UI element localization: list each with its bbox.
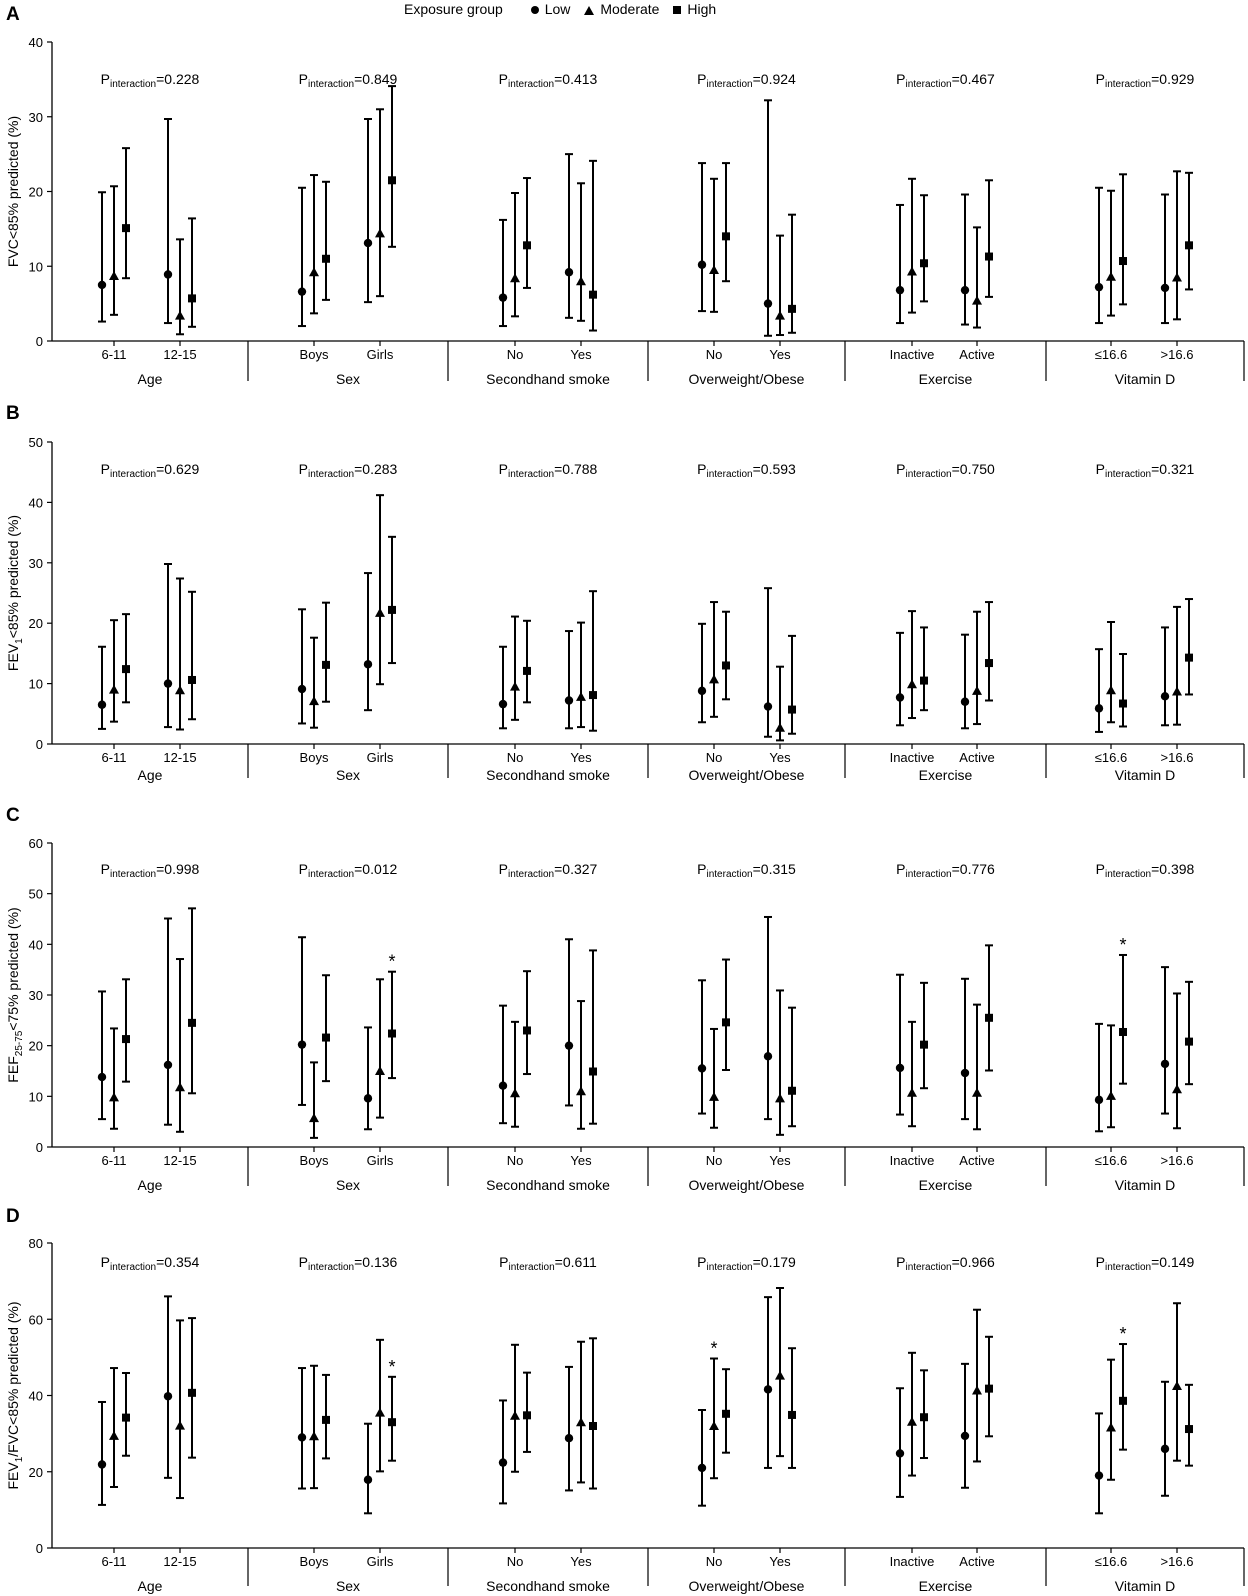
point-moderate xyxy=(510,273,520,282)
p-interaction-label: $P_{interaction}=0.283$ xyxy=(298,461,398,480)
point-high xyxy=(788,1411,796,1419)
point-low xyxy=(565,1041,573,1049)
p-interaction-label: $P_{interaction}=0.321$ xyxy=(1095,461,1195,480)
point-moderate xyxy=(709,265,719,274)
point-moderate xyxy=(1106,1423,1116,1432)
point-low xyxy=(1095,283,1103,291)
point-low xyxy=(298,685,306,693)
y-axis-label: FVC<85% predicted (%) xyxy=(5,115,21,268)
point-moderate xyxy=(972,1088,982,1097)
p-interaction-label: $P_{interaction}=0.750$ xyxy=(896,461,995,480)
category-label: Girls xyxy=(366,1153,394,1168)
point-moderate xyxy=(510,682,520,691)
point-high xyxy=(188,1389,196,1397)
point-low xyxy=(698,687,706,695)
point-low xyxy=(698,261,706,269)
point-low xyxy=(298,1040,306,1048)
category-label: ≤16.6 xyxy=(1094,1554,1128,1569)
point-moderate xyxy=(576,1417,586,1426)
category-label: Active xyxy=(959,1554,995,1569)
significance-asterisk: * xyxy=(710,1338,718,1359)
point-low xyxy=(1095,704,1103,712)
group-label: Secondhand smoke xyxy=(486,1177,610,1193)
category-label: Boys xyxy=(299,1554,329,1569)
point-high xyxy=(188,1019,196,1027)
category-label: ≤16.6 xyxy=(1094,347,1128,362)
point-low xyxy=(961,286,969,294)
point-low xyxy=(499,700,507,708)
point-moderate xyxy=(972,1386,982,1395)
panel-label: B xyxy=(6,403,20,424)
point-high xyxy=(920,1041,928,1049)
group-label: Exercise xyxy=(918,1578,973,1594)
category-label: Inactive xyxy=(889,1554,935,1569)
p-interaction-label: $P_{interaction}=0.398$ xyxy=(1095,861,1195,880)
point-moderate xyxy=(1172,1084,1182,1093)
group-label: Vitamin D xyxy=(1114,1177,1176,1193)
point-low xyxy=(565,696,573,704)
point-low xyxy=(1161,284,1169,292)
y-tick-label: 20 xyxy=(28,616,43,632)
point-moderate xyxy=(175,311,185,320)
point-moderate xyxy=(907,1417,917,1426)
legend-label-moderate: Moderate xyxy=(600,1,660,17)
point-high xyxy=(985,1014,993,1022)
group-label: Exercise xyxy=(918,767,973,783)
panel-label: A xyxy=(6,4,20,25)
y-tick-label: 30 xyxy=(28,988,43,1003)
point-high xyxy=(523,1026,531,1034)
significance-asterisk: * xyxy=(388,1356,396,1377)
point-high xyxy=(589,691,597,699)
p-interaction-label: $P_{interaction}=0.966$ xyxy=(896,1254,995,1273)
point-low xyxy=(164,1061,172,1069)
p-interaction-label: $P_{interaction}=0.776$ xyxy=(896,861,995,880)
point-high xyxy=(1119,257,1127,265)
p-interaction-label: $P_{interaction}=0.179$ xyxy=(697,1254,796,1273)
point-high xyxy=(188,676,196,684)
category-label: Boys xyxy=(299,1153,329,1168)
point-high xyxy=(1185,654,1193,662)
point-low xyxy=(364,1476,372,1484)
point-moderate xyxy=(775,311,785,320)
point-moderate xyxy=(972,296,982,305)
category-label: Yes xyxy=(769,347,791,362)
y-tick-label: 30 xyxy=(28,555,43,571)
point-high xyxy=(388,1030,396,1038)
point-moderate xyxy=(709,1092,719,1101)
group-label: Vitamin D xyxy=(1114,767,1176,783)
group-label: Secondhand smoke xyxy=(486,1578,610,1594)
y-tick-label: 40 xyxy=(28,495,43,511)
y-tick-label: 50 xyxy=(28,435,43,450)
point-moderate xyxy=(576,1086,586,1095)
point-low xyxy=(961,698,969,706)
category-label: 12-15 xyxy=(163,1153,197,1168)
point-moderate xyxy=(1106,1091,1116,1100)
point-high xyxy=(722,1410,730,1418)
category-label: Inactive xyxy=(889,750,935,765)
y-tick-label: 0 xyxy=(35,1140,43,1155)
y-tick-label: 10 xyxy=(28,676,43,692)
group-label: Sex xyxy=(335,767,361,783)
p-interaction-label: $P_{interaction}=0.849$ xyxy=(298,71,398,90)
point-moderate xyxy=(576,276,586,285)
point-high xyxy=(589,1422,597,1430)
group-label: Age xyxy=(137,767,163,783)
point-moderate xyxy=(375,608,385,617)
point-moderate xyxy=(109,1431,119,1440)
point-low xyxy=(298,1433,306,1441)
point-moderate xyxy=(109,685,119,694)
point-high xyxy=(1185,241,1193,249)
category-label: ≤16.6 xyxy=(1094,750,1128,765)
category-label: No xyxy=(705,347,723,362)
point-moderate xyxy=(709,674,719,683)
category-label: No xyxy=(705,1153,723,1168)
category-label: No xyxy=(506,1153,524,1168)
point-high xyxy=(1185,1038,1193,1046)
point-high xyxy=(920,677,928,685)
category-label: 6-11 xyxy=(101,347,127,362)
point-high xyxy=(788,706,796,714)
group-label: Vitamin D xyxy=(1114,371,1176,387)
point-low xyxy=(961,1432,969,1440)
point-high xyxy=(788,305,796,313)
point-low xyxy=(764,1385,772,1393)
point-high xyxy=(523,1411,531,1419)
point-low xyxy=(698,1064,706,1072)
category-label: >16.6 xyxy=(1160,1153,1194,1168)
point-high xyxy=(722,232,730,240)
p-interaction-label: $P_{interaction}=0.149$ xyxy=(1095,1254,1195,1273)
category-label: 12-15 xyxy=(163,347,197,362)
category-label: ≤16.6 xyxy=(1094,1153,1128,1168)
panel-d xyxy=(5,1206,1244,1594)
point-moderate xyxy=(375,1408,385,1417)
category-label: No xyxy=(506,750,524,765)
point-moderate xyxy=(309,267,319,276)
category-label: Inactive xyxy=(889,347,935,362)
point-low xyxy=(764,299,772,307)
point-high xyxy=(122,665,130,673)
point-moderate xyxy=(510,1088,520,1097)
group-label: Age xyxy=(137,1578,163,1594)
category-label: Yes xyxy=(769,1153,791,1168)
point-high xyxy=(122,1035,130,1043)
point-moderate xyxy=(375,228,385,237)
category-label: Active xyxy=(959,1153,995,1168)
y-axis-label: $FEV_1/FVC<85\%$ predicted (%) xyxy=(5,1301,25,1490)
point-moderate xyxy=(775,723,785,732)
point-high xyxy=(523,241,531,249)
point-high xyxy=(322,255,330,263)
y-tick-label: 10 xyxy=(28,259,43,275)
category-label: >16.6 xyxy=(1160,750,1194,765)
point-high xyxy=(722,661,730,669)
point-low xyxy=(98,281,106,289)
y-tick-label: 20 xyxy=(28,1038,43,1054)
y-axis-label: $FEV_1<85\%$ predicted (%) xyxy=(5,514,25,672)
point-high xyxy=(985,659,993,667)
p-interaction-label: $P_{interaction}=0.315$ xyxy=(697,861,796,880)
significance-asterisk: * xyxy=(1119,1324,1127,1345)
point-moderate xyxy=(576,692,586,701)
category-label: 6-11 xyxy=(101,1554,127,1569)
point-high xyxy=(322,1034,330,1042)
group-label: Sex xyxy=(335,1578,361,1594)
p-interaction-label: $P_{interaction}=0.012$ xyxy=(298,861,398,880)
point-moderate xyxy=(775,1093,785,1102)
category-label: Girls xyxy=(366,1554,394,1569)
point-low xyxy=(764,702,772,710)
point-low xyxy=(896,1064,904,1072)
p-interaction-label: $P_{interaction}=0.327$ xyxy=(498,861,598,880)
category-label: Yes xyxy=(769,750,791,765)
point-moderate xyxy=(1106,685,1116,694)
category-label: 12-15 xyxy=(163,750,197,765)
y-tick-label: 40 xyxy=(28,1388,43,1404)
group-label: Age xyxy=(137,1177,163,1193)
panel-c xyxy=(5,805,1244,1193)
point-low xyxy=(499,1458,507,1466)
point-high xyxy=(523,667,531,675)
p-interaction-label: $P_{interaction}=0.228$ xyxy=(100,71,200,90)
group-label: Overweight/Obese xyxy=(688,1578,805,1594)
group-label: Vitamin D xyxy=(1114,1578,1176,1594)
p-interaction-label: $P_{interaction}=0.136$ xyxy=(298,1254,398,1273)
point-high xyxy=(388,606,396,614)
point-high xyxy=(1185,1425,1193,1433)
point-moderate xyxy=(309,1113,319,1122)
legend-label-low: Low xyxy=(544,1,571,17)
y-tick-label: 40 xyxy=(28,937,43,953)
point-low xyxy=(896,286,904,294)
point-moderate xyxy=(175,1421,185,1430)
point-high xyxy=(388,1418,396,1426)
panel-a xyxy=(5,4,1244,387)
significance-asterisk: * xyxy=(388,951,396,972)
category-label: >16.6 xyxy=(1160,1554,1194,1569)
group-label: Overweight/Obese xyxy=(688,767,805,783)
y-tick-label: 0 xyxy=(35,737,43,752)
point-moderate xyxy=(1172,1381,1182,1390)
group-label: Overweight/Obese xyxy=(688,371,805,387)
group-label: Exercise xyxy=(918,1177,973,1193)
point-low xyxy=(499,1081,507,1089)
y-tick-label: 60 xyxy=(28,1312,43,1328)
point-low xyxy=(896,693,904,701)
point-high xyxy=(722,1018,730,1026)
y-tick-label: 10 xyxy=(28,1089,43,1105)
point-moderate xyxy=(709,1421,719,1430)
point-low xyxy=(98,701,106,709)
point-low xyxy=(364,1094,372,1102)
category-label: Girls xyxy=(366,750,394,765)
y-tick-label: 60 xyxy=(28,836,43,851)
category-label: 6-11 xyxy=(101,1153,127,1168)
p-interaction-label: $P_{interaction}=0.788$ xyxy=(498,461,598,480)
p-interaction-label: $P_{interaction}=0.467$ xyxy=(896,71,995,90)
y-tick-label: 20 xyxy=(28,1464,43,1480)
point-high xyxy=(985,253,993,261)
category-label: >16.6 xyxy=(1160,347,1194,362)
point-low xyxy=(1161,692,1169,700)
category-label: 12-15 xyxy=(163,1554,197,1569)
point-high xyxy=(920,1413,928,1421)
point-high xyxy=(985,1385,993,1393)
p-interaction-label: $P_{interaction}=0.413$ xyxy=(498,71,598,90)
point-moderate xyxy=(375,1066,385,1075)
legend-label-high: High xyxy=(687,1,717,17)
point-low xyxy=(764,1052,772,1060)
group-label: Age xyxy=(137,371,163,387)
p-interaction-label: $P_{interaction}=0.593$ xyxy=(697,461,796,480)
category-label: No xyxy=(705,1554,723,1569)
y-tick-label: 50 xyxy=(28,886,43,902)
category-label: Yes xyxy=(570,1554,592,1569)
p-interaction-label: $P_{interaction}=0.924$ xyxy=(697,71,796,90)
category-label: No xyxy=(506,347,524,362)
point-high xyxy=(188,294,196,302)
group-label: Sex xyxy=(335,1177,361,1193)
point-low xyxy=(298,287,306,295)
group-label: Secondhand smoke xyxy=(486,371,610,387)
category-label: Active xyxy=(959,347,995,362)
point-high xyxy=(589,1068,597,1076)
point-low xyxy=(565,1434,573,1442)
group-label: Exercise xyxy=(918,371,973,387)
point-moderate xyxy=(1172,686,1182,695)
y-tick-label: 30 xyxy=(28,109,43,125)
category-label: Yes xyxy=(570,1153,592,1168)
point-low xyxy=(98,1460,106,1468)
p-interaction-label: $P_{interaction}=0.998$ xyxy=(100,861,200,880)
y-tick-label: 0 xyxy=(35,334,43,349)
point-moderate xyxy=(109,271,119,280)
group-label: Overweight/Obese xyxy=(688,1177,805,1193)
group-label: Sex xyxy=(335,371,361,387)
point-high xyxy=(388,176,396,184)
point-low xyxy=(364,660,372,668)
category-label: No xyxy=(506,1554,524,1569)
p-interaction-label: $P_{interaction}=0.629$ xyxy=(100,461,200,480)
point-low xyxy=(164,1392,172,1400)
category-label: Boys xyxy=(299,750,329,765)
point-low xyxy=(164,270,172,278)
point-moderate xyxy=(309,1431,319,1440)
category-label: Yes xyxy=(769,1554,791,1569)
point-low xyxy=(896,1449,904,1457)
category-label: Boys xyxy=(299,347,329,362)
category-label: No xyxy=(705,750,723,765)
point-low xyxy=(1095,1096,1103,1104)
point-high xyxy=(1119,700,1127,708)
y-tick-label: 40 xyxy=(28,35,43,50)
point-high xyxy=(1119,1397,1127,1405)
y-tick-label: 20 xyxy=(28,184,43,200)
point-moderate xyxy=(907,679,917,688)
category-label: Active xyxy=(959,750,995,765)
point-high xyxy=(322,1416,330,1424)
point-low xyxy=(565,268,573,276)
point-moderate xyxy=(1106,272,1116,281)
category-label: Girls xyxy=(366,347,394,362)
point-low xyxy=(98,1073,106,1081)
point-moderate xyxy=(972,686,982,695)
point-moderate xyxy=(775,1371,785,1380)
y-axis-label: $FEF_{25-75}<75\%$ predicted (%) xyxy=(5,907,25,1083)
point-high xyxy=(122,224,130,232)
point-high xyxy=(322,661,330,669)
point-low xyxy=(1161,1445,1169,1453)
p-interaction-label: $P_{interaction}=0.354$ xyxy=(100,1254,200,1273)
panel-b xyxy=(5,403,1244,783)
y-tick-label: 80 xyxy=(28,1236,43,1251)
y-tick-label: 0 xyxy=(35,1541,43,1556)
legend-title: Exposure group xyxy=(404,1,503,17)
point-moderate xyxy=(510,1411,520,1420)
point-low xyxy=(961,1069,969,1077)
panel-label: D xyxy=(6,1206,20,1227)
point-moderate xyxy=(907,266,917,275)
category-label: Inactive xyxy=(889,1153,935,1168)
point-moderate xyxy=(109,1092,119,1101)
category-label: Yes xyxy=(570,347,592,362)
category-label: 6-11 xyxy=(101,750,127,765)
point-low xyxy=(698,1464,706,1472)
point-high xyxy=(1119,1028,1127,1036)
significance-asterisk: * xyxy=(1119,934,1127,955)
point-low xyxy=(499,293,507,301)
panel-label: C xyxy=(6,805,20,826)
point-low xyxy=(1095,1471,1103,1479)
point-high xyxy=(122,1414,130,1422)
point-high xyxy=(920,259,928,267)
point-high xyxy=(788,1087,796,1095)
point-moderate xyxy=(175,1082,185,1091)
category-label: Yes xyxy=(570,750,592,765)
point-low xyxy=(364,239,372,247)
point-moderate xyxy=(175,685,185,694)
point-moderate xyxy=(309,696,319,705)
point-moderate xyxy=(1172,272,1182,281)
p-interaction-label: $P_{interaction}=0.929$ xyxy=(1095,71,1195,90)
point-moderate xyxy=(907,1088,917,1097)
point-low xyxy=(164,679,172,687)
point-low xyxy=(1161,1060,1169,1068)
point-high xyxy=(589,291,597,299)
group-label: Secondhand smoke xyxy=(486,767,610,783)
p-interaction-label: $P_{interaction}=0.611$ xyxy=(499,1254,597,1273)
